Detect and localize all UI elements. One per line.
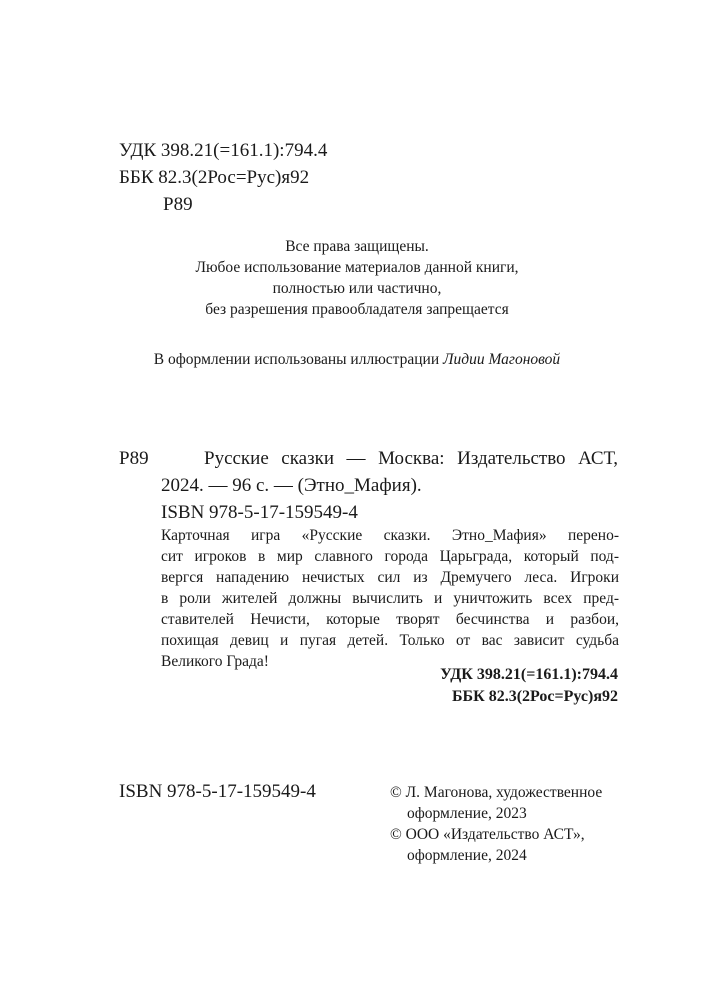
- footer-isbn: ISBN 978-5-17-159549-4: [119, 781, 316, 802]
- catalog-isbn: ISBN 978-5-17-159549-4: [161, 502, 358, 523]
- annotation-line: сит игроков в мир славного города Царьграда, который под-: [161, 548, 619, 565]
- catalog-bbk: ББК 82.3(2Рос=Рус)я92: [451, 688, 618, 705]
- catalog-author-sign: Р89: [119, 448, 149, 469]
- annotation: [161, 525, 619, 672]
- copyright-line: оформление, 2023: [407, 805, 527, 822]
- rights-line: Любое использование материалов данной книги,: [195, 259, 519, 276]
- catalog-udk: УДК 398.21(=161.1):794.4: [440, 666, 618, 683]
- header-udk: УДК 398.21(=161.1):794.4: [119, 140, 328, 161]
- rights-line: Все права защищены.: [285, 238, 429, 255]
- bib-line: Русские сказки — Москва: Издательство АСТ,: [204, 448, 618, 469]
- copyright-block: [390, 782, 602, 866]
- illustrations-credit: [0, 349, 714, 370]
- header-bbk: ББК 82.3(2Рос=Рус)я92: [119, 167, 310, 188]
- bibliographic-description: [161, 445, 618, 499]
- illustrations-text: В оформлении использованы иллюстрации: [153, 351, 444, 368]
- annotation-line: ставителей Нечисти, которые творят бесчинства и разбои,: [161, 611, 619, 628]
- bib-line: 2024. — 96 с. — (Этно_Мафия).: [161, 475, 422, 496]
- annotation-line: Карточная игра «Русские сказки. Этно_Мафия» перено-: [161, 527, 619, 544]
- rights-line: без разрешения правообладателя запрещается: [205, 301, 509, 318]
- rights-line: полностью или частично,: [272, 280, 442, 297]
- annotation-line: вергся нападению нечистых сил из Дремучего леса. Игроки: [161, 569, 619, 586]
- copyright-line: © Л. Магонова, художественное: [390, 784, 603, 801]
- annotation-line: похищая девиц и пугая детей. Только от вас зависит судьба: [161, 632, 619, 649]
- catalog-codes: [440, 664, 618, 708]
- rights-notice: [0, 236, 714, 320]
- annotation-line: Великого Града!: [161, 653, 269, 670]
- header-author-sign: Р89: [163, 194, 193, 215]
- illustrator-name: Лидии Магоновой: [443, 351, 561, 368]
- annotation-line: в роли жителей должны вычислить и уничтожить всех пред-: [161, 590, 619, 607]
- copyright-line: © ООО «Издательство АСТ»,: [390, 826, 585, 843]
- header-codes: [119, 137, 327, 218]
- copyright-line: оформление, 2024: [407, 847, 527, 864]
